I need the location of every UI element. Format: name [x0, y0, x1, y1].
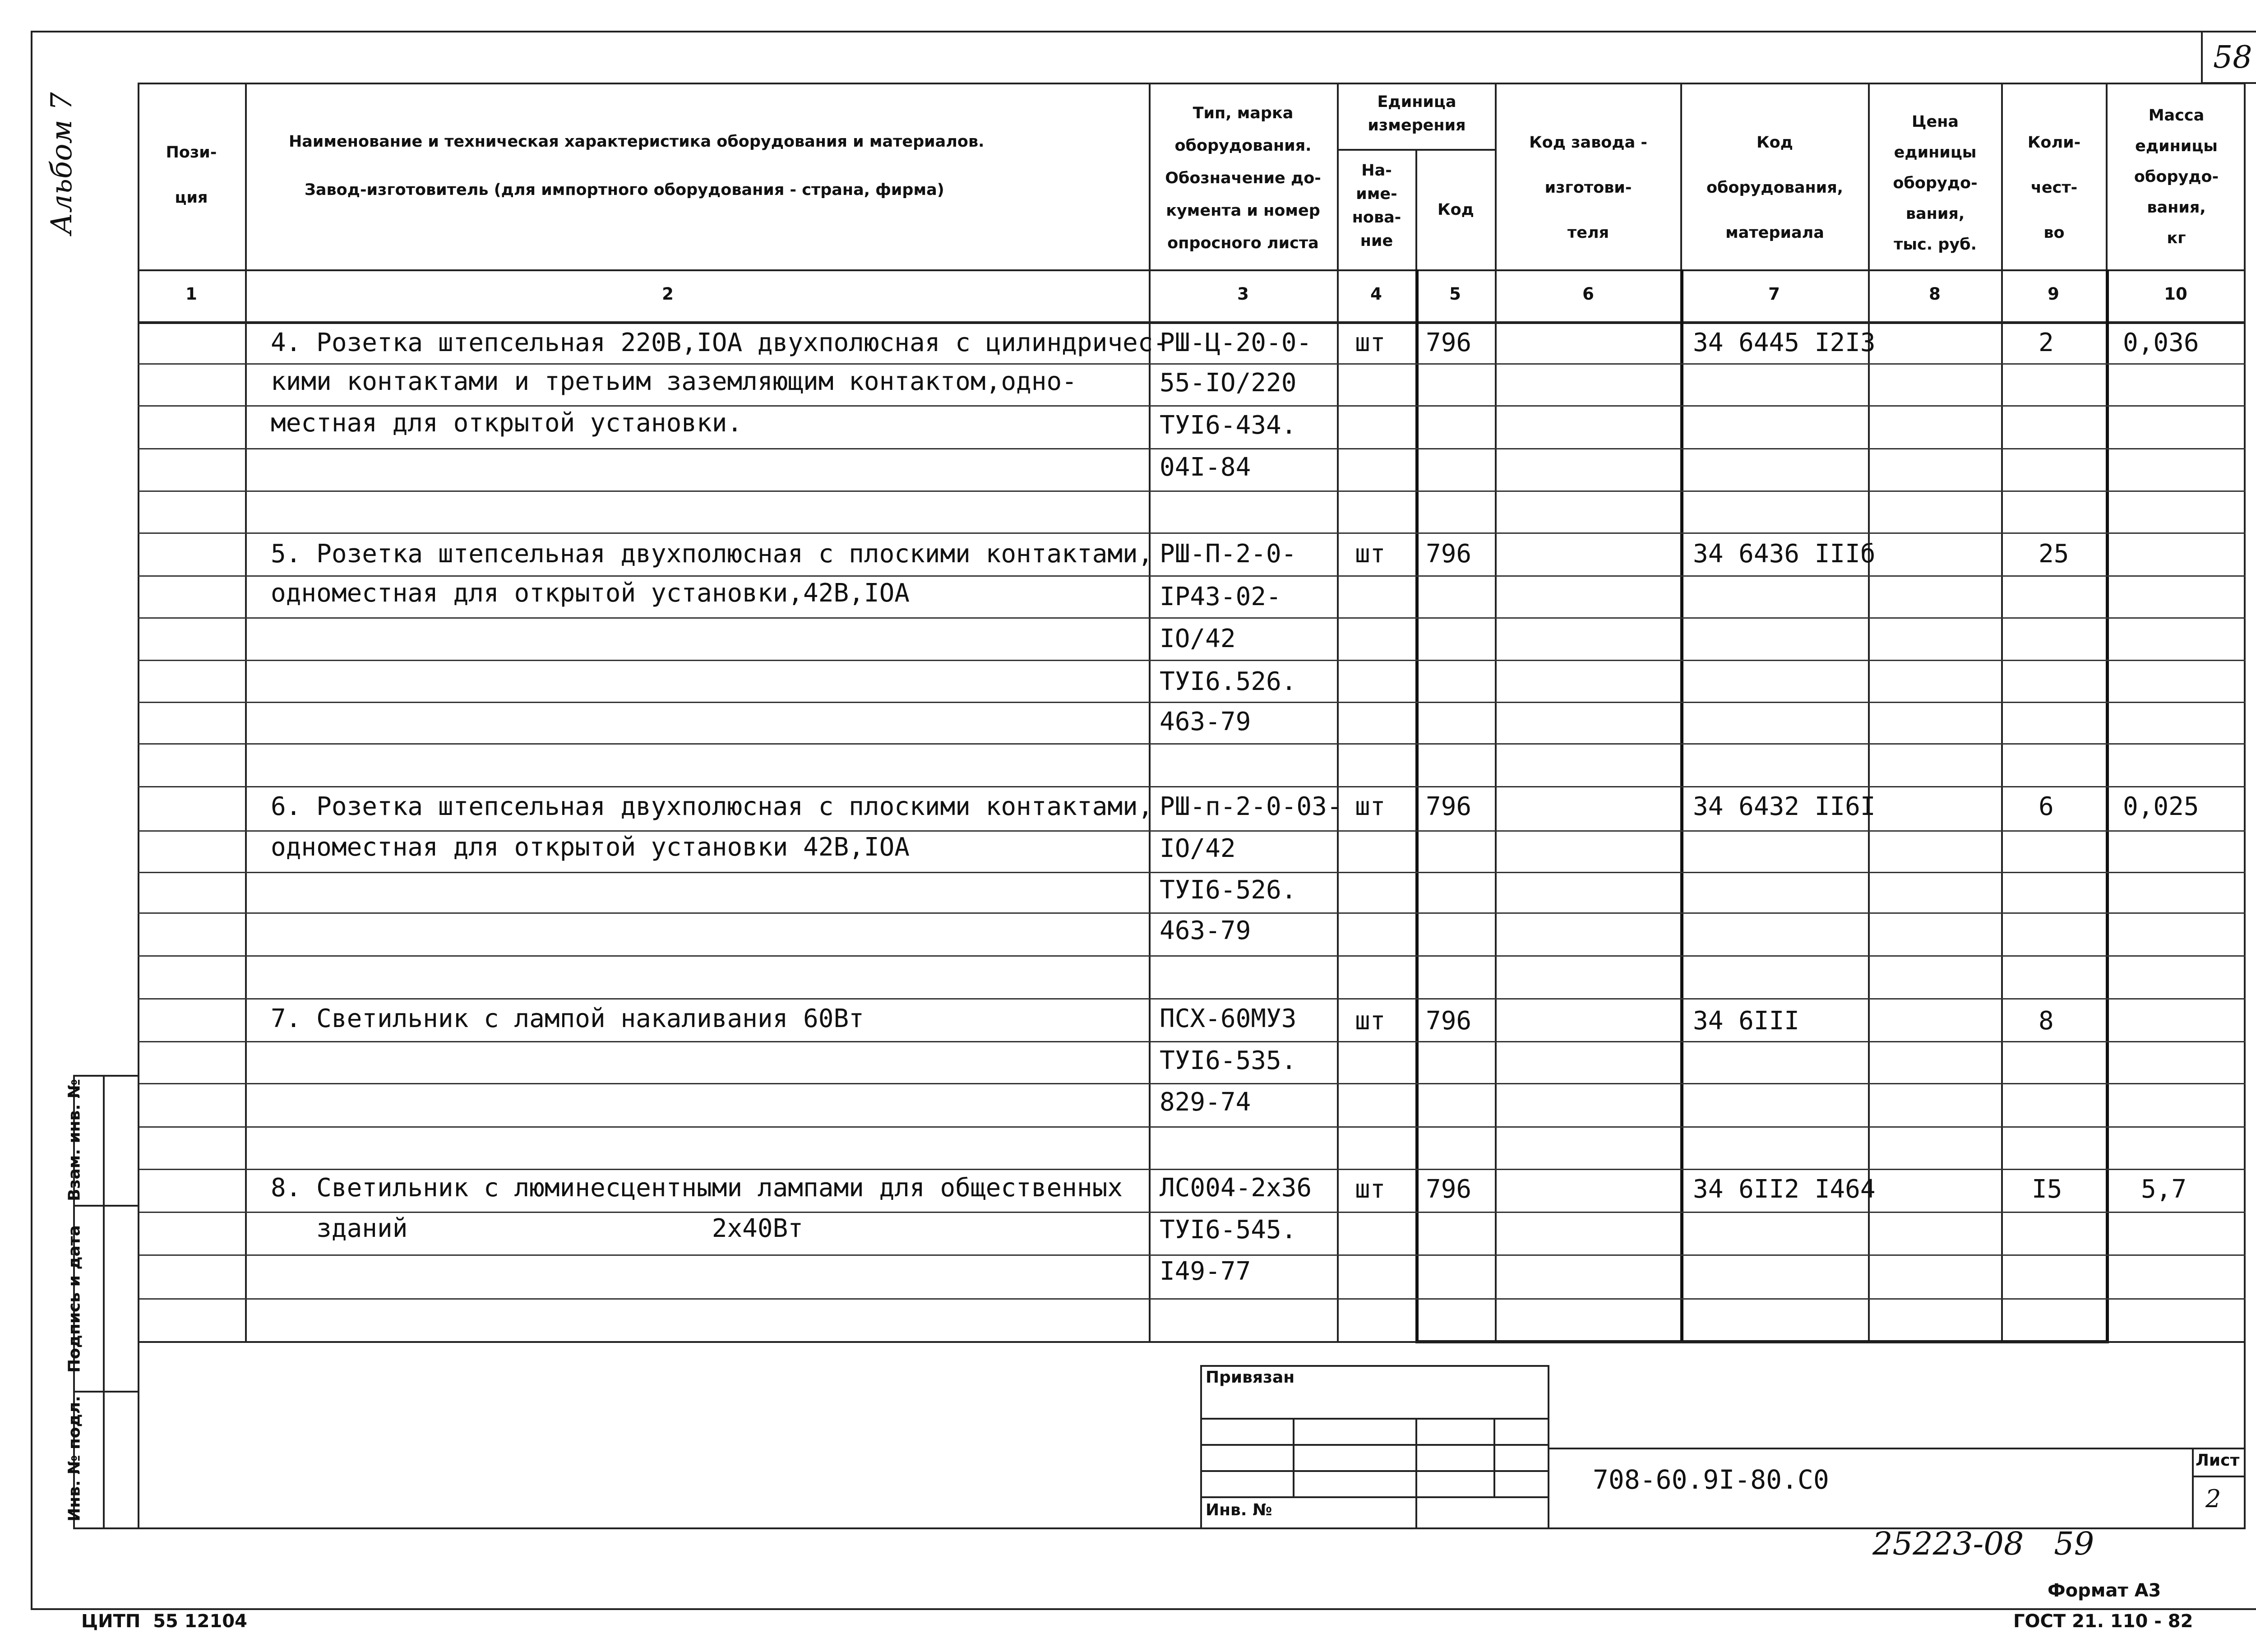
item-6-quantity: 6: [2039, 792, 2054, 821]
header-separator: [138, 269, 2246, 271]
column-number-separator: [138, 321, 2246, 324]
side-stamp-inv-podl: Инв. № подл.: [65, 1396, 84, 1522]
item-6-name-line2: одноместная для открытой установки 42В,IOА: [271, 833, 910, 862]
sheet-cell-line: [2192, 1476, 2246, 1477]
row-line: [138, 405, 2246, 407]
col-number-6: 6: [1582, 284, 1594, 304]
item-5-type-line4: ТУI6.526.: [1160, 667, 1297, 696]
item-6-type-line4: 463-79: [1160, 916, 1251, 945]
privyazan-vline1: [1293, 1418, 1294, 1496]
item-4-type-line3: ТУI6-434.: [1160, 411, 1297, 440]
item-6-unit-code: 796: [1426, 792, 1472, 821]
item-8-type-line2: ТУI6-545.: [1160, 1215, 1297, 1245]
col-number-2: 2: [662, 284, 674, 304]
item-8-name-line2: зданий 2х40Вт: [271, 1214, 804, 1243]
row-line: [138, 912, 2246, 914]
col-number-10: 10: [2164, 284, 2187, 304]
item-5-unit-code: 796: [1426, 539, 1472, 569]
row-line: [138, 1298, 2246, 1300]
privyazan-line3: [1200, 1470, 1549, 1472]
header-name-line1: Наименование и техническая характеристика оборудования и материалов.: [289, 133, 985, 151]
item-6-equipment-code: 34 6432 II6I: [1693, 792, 1876, 821]
item-7-unit-code: 796: [1426, 1006, 1472, 1036]
item-8-quantity: I5: [2032, 1175, 2062, 1204]
row-line: [138, 786, 2246, 787]
handwritten-archive-number: 25223-08 59: [1872, 1525, 2094, 1562]
col-line-4: [1415, 269, 1419, 1342]
item-4-equipment-code: 34 6445 I2I3: [1693, 328, 1876, 357]
header-price: Цена единицы оборудо- вания, тыс. руб.: [1893, 113, 1978, 254]
col-line-5: [1495, 83, 1497, 1342]
privyazan-vline3: [1493, 1418, 1495, 1496]
header-mass: Масса единицы оборудо- вания, кг: [2134, 106, 2219, 247]
row-line: [138, 532, 2246, 534]
item-4-type-line1: РШ-Ц-20-0-: [1160, 328, 1312, 357]
col-number-4: 4: [1370, 284, 1382, 304]
item-8-type-line3: I49-77: [1160, 1257, 1251, 1286]
row-line: [138, 491, 2246, 492]
item-4-name-line3: местная для открытой установки.: [271, 408, 743, 438]
row-line: [138, 1083, 2246, 1084]
row-line: [138, 1169, 2246, 1170]
col-line-2: [1149, 83, 1151, 1342]
format-label: Формат А3: [2048, 1580, 2161, 1601]
col-number-7: 7: [1768, 284, 1780, 304]
col-line-6: [1680, 269, 1683, 1342]
item-5-unit: шт: [1355, 539, 1386, 569]
item-5-name-line1: 5. Розетка штепсельная двухполюсная с плоскими контактами,: [271, 539, 1153, 569]
inv-no-label: Инв. №: [1206, 1501, 1272, 1519]
header-factory-code: Код завода - изготови- теля: [1529, 134, 1647, 242]
row-line: [138, 830, 2246, 832]
item-7-type-line1: ПСХ-60МУ3: [1160, 1004, 1297, 1033]
item-6-type-line3: ТУI6-526.: [1160, 875, 1297, 905]
col-line-8: [2001, 83, 2003, 1342]
privyazan-label: Привязан: [1206, 1368, 1295, 1387]
header-quantity: Коли- чест- во: [2027, 134, 2081, 242]
item-6-unit: шт: [1355, 792, 1386, 821]
item-4-unit-code: 796: [1426, 328, 1472, 357]
row-line: [138, 743, 2246, 745]
row-line: [138, 1212, 2246, 1213]
item-5-equipment-code: 34 6436 IIIб: [1693, 539, 1876, 569]
row-line: [138, 998, 2246, 1000]
sheet-label: Лист: [2196, 1451, 2240, 1470]
document-code: 708-60.9I-80.С0: [1593, 1464, 1829, 1495]
row-line: [138, 448, 2246, 449]
table-body-end: [138, 1341, 2246, 1343]
item-8-unit: шт: [1355, 1175, 1386, 1204]
corner-sheet-number: 58: [2213, 40, 2252, 75]
col-number-1: 1: [185, 284, 197, 304]
item-8-equipment-code: 34 6II2 I464: [1693, 1175, 1876, 1204]
title-block-top: [1549, 1448, 2246, 1449]
row-line: [138, 1126, 2246, 1128]
header-unit-name: На- име- нова- ние: [1352, 162, 1401, 250]
col-number-5: 5: [1449, 284, 1461, 304]
header-type: Тип, марка оборудования. Обозначение до- кумента и номер опросного листа: [1165, 104, 1321, 252]
row-line: [138, 872, 2246, 873]
side-stamp-signature-date: Подпись и дата: [65, 1225, 84, 1373]
col-line-9: [2106, 269, 2109, 1342]
gost-label: ГОСТ 21. 110 - 82: [2013, 1611, 2193, 1632]
row-line: [138, 617, 2246, 619]
row-line: [138, 1041, 2246, 1042]
item-5-type-line3: IO/42: [1160, 624, 1236, 653]
item-5-type-line2: IР43-02-: [1160, 582, 1281, 611]
item-6-type-line2: IO/42: [1160, 834, 1236, 863]
item-7-quantity: 8: [2039, 1006, 2054, 1036]
header-position: Пози- ция: [166, 143, 217, 207]
cipt-label: ЦИТП 55 12104: [81, 1611, 247, 1632]
header-unit-group: Единица измерения: [1368, 93, 1466, 134]
item-8-type-line1: ЛС004-2х36: [1160, 1173, 1312, 1203]
item-8-mass: 5,7: [2141, 1175, 2187, 1204]
side-stamp-divider: [103, 1075, 105, 1529]
item-8-unit-code: 796: [1426, 1175, 1472, 1204]
row-line: [138, 363, 2246, 365]
item-7-equipment-code: 34 6III: [1693, 1006, 1800, 1036]
col-line-3: [1337, 83, 1339, 1342]
sheet-value: 2: [2205, 1485, 2221, 1513]
header-equipment-code: Код оборудования, материала: [1706, 134, 1843, 242]
privyazan-vline2: [1415, 1418, 1417, 1529]
item-7-type-line3: 829-74: [1160, 1087, 1251, 1117]
row-line: [138, 702, 2246, 703]
item-6-type-line1: РШ-п-2-0-03-: [1160, 792, 1342, 821]
item-4-name-line1: 4. Розетка штепсельная 220В,IOА двухполюсная с цилиндричес-: [271, 328, 1169, 357]
col-number-8: 8: [1929, 284, 1941, 304]
album-label: Альбом 7: [45, 92, 79, 235]
item-4-mass: 0,036: [2123, 328, 2199, 357]
col-line-1: [245, 83, 247, 1342]
privyazan-line4: [1200, 1496, 1549, 1498]
item-5-type-line5: 463-79: [1160, 707, 1251, 736]
header-name-line2: Завод-изготовитель (для импортного оборудования - страна, фирма): [305, 181, 944, 199]
item-7-type-line2: ТУI6-535.: [1160, 1046, 1297, 1075]
item-5-type-line1: РШ-П-2-0-: [1160, 539, 1297, 569]
sheet-cell-divider: [2192, 1448, 2194, 1529]
item-8-name-line1: 8. Светильник с люминесцентными лампами для общественных: [271, 1173, 1123, 1203]
item-5-quantity: 25: [2039, 539, 2069, 569]
header-unit-code: Код: [1438, 201, 1474, 219]
item-4-quantity: 2: [2039, 328, 2054, 357]
row-line: [138, 660, 2246, 661]
item-4-name-line2: кими контактами и третьим заземляющим контактом,одно-: [271, 367, 1077, 396]
item-7-unit: шт: [1355, 1006, 1386, 1036]
unit-group-separator: [1337, 149, 1495, 151]
item-4-unit: шт: [1355, 328, 1386, 357]
col-number-3: 3: [1237, 284, 1249, 304]
item-6-name-line1: 6. Розетка штепсельная двухполюсная с плоскими контактами,: [271, 792, 1153, 821]
item-5-name-line2: одноместная для открытой установки,42В,IOА: [271, 578, 910, 608]
row-line: [138, 955, 2246, 957]
side-stamp-zam-inv: Взам. инв. №: [65, 1079, 84, 1201]
privyazan-line1: [1200, 1418, 1549, 1420]
privyazan-line2: [1200, 1444, 1549, 1446]
row-line: [138, 575, 2246, 577]
col-number-9: 9: [2048, 284, 2059, 304]
item-4-type-line2: 55-IO/220: [1160, 368, 1297, 398]
item-4-type-line4: 04I-84: [1160, 453, 1251, 482]
item-6-mass: 0,025: [2123, 792, 2199, 821]
col-line-7: [1868, 83, 1870, 1342]
row-line: [138, 1254, 2246, 1256]
item-7-name-line1: 7. Светильник с лампой накаливания 60Вт: [271, 1004, 864, 1033]
